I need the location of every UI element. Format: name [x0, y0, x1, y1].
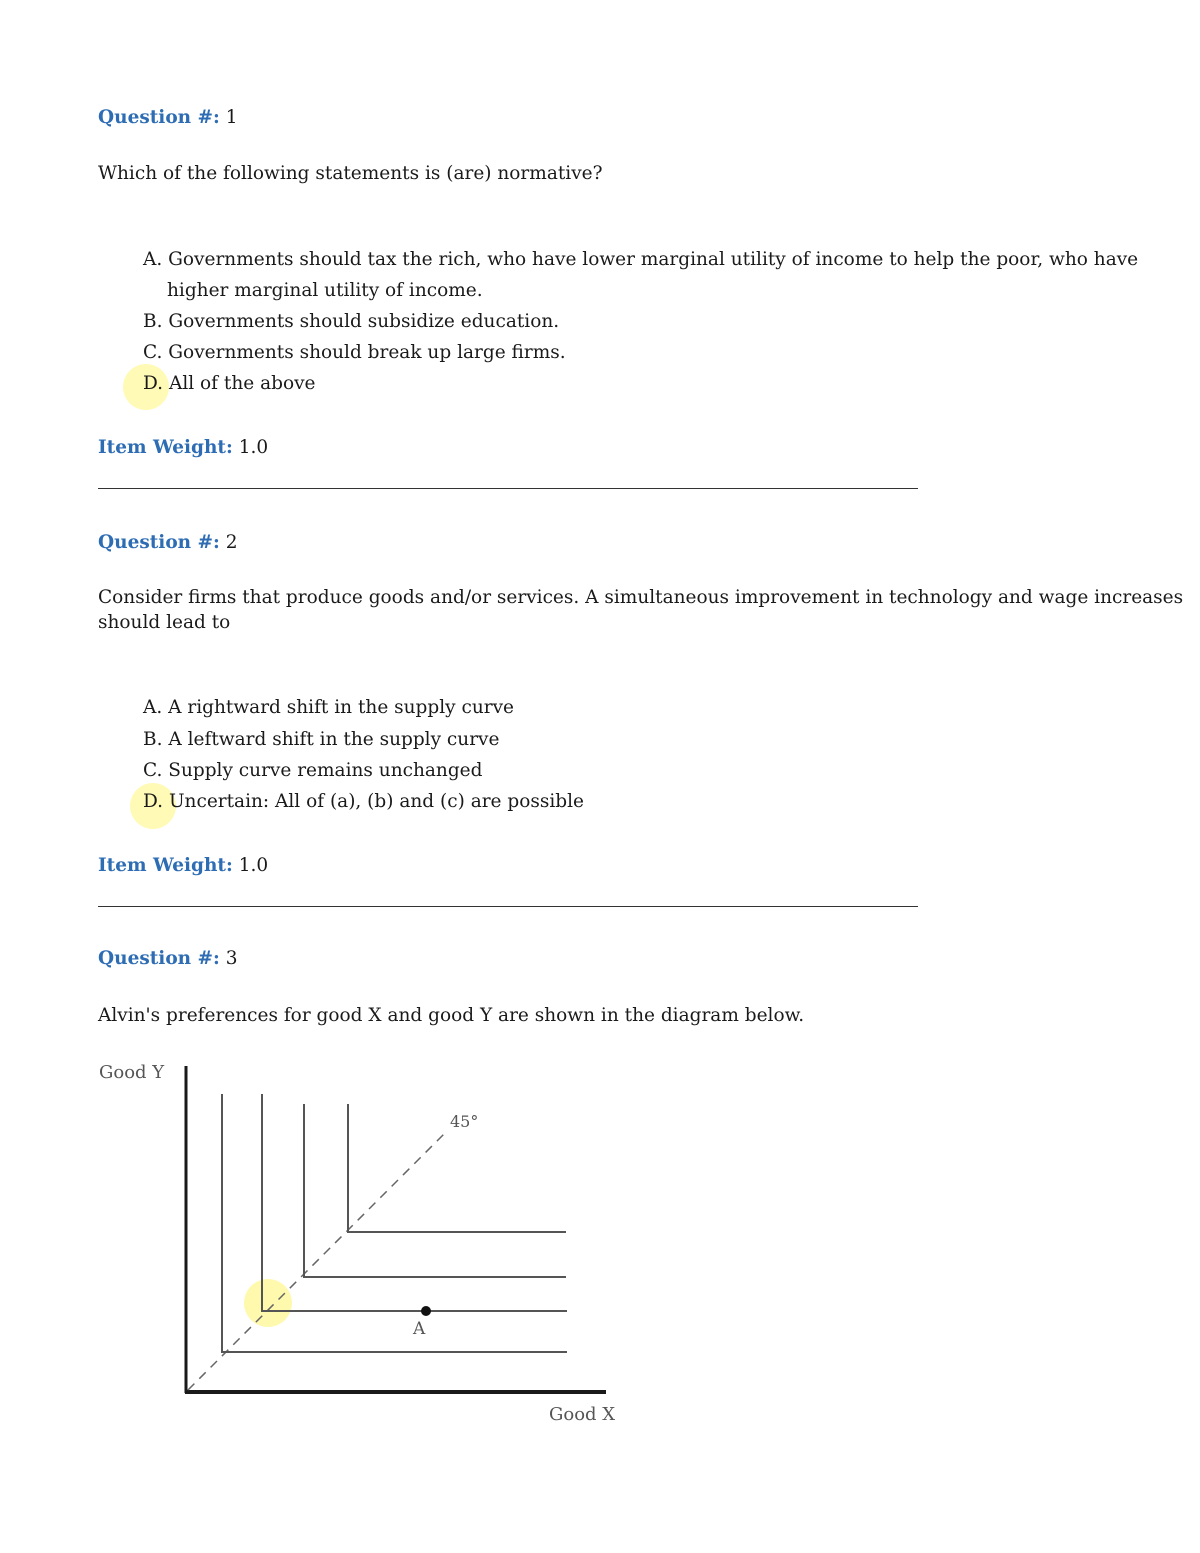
option-letter: A.	[143, 249, 163, 270]
question-label: Question #:	[98, 948, 220, 969]
option-text: A leftward shift in the supply curve	[168, 729, 500, 750]
answer-highlight-marker	[244, 1279, 292, 1327]
weight-label: Item Weight:	[98, 855, 233, 876]
x-axis-label: Good X	[549, 1404, 616, 1425]
question-number: 2	[225, 532, 238, 553]
question-number: 1	[225, 107, 238, 128]
question-label: Question #:	[98, 532, 220, 553]
option-text: Governments should tax the rich, who have lower marginal utility of income to help the poor, who have	[168, 249, 1139, 270]
point-a-marker	[421, 1306, 431, 1316]
y-axis-label: Good Y	[99, 1062, 165, 1083]
option-text: Uncertain: All of (a), (b) and (c) are possible	[168, 791, 584, 812]
point-a-label: A	[413, 1319, 426, 1339]
indifference-curve	[304, 1104, 566, 1277]
q1-option-a-continued: higher marginal utility of income.	[167, 280, 483, 301]
option-letter: D.	[143, 791, 164, 812]
option-text: A rightward shift in the supply curve	[168, 697, 515, 718]
option-text: Supply curve remains unchanged	[168, 760, 483, 781]
option-letter: D.	[143, 373, 164, 394]
angle-label: 45°	[450, 1112, 479, 1131]
question-label: Question #:	[98, 107, 220, 128]
question-2-prompt-line2: should lead to	[98, 612, 231, 633]
question-3-prompt: Alvin's preferences for good X and good Y are shown in the diagram below.	[98, 1005, 805, 1026]
weight-label: Item Weight:	[98, 437, 233, 458]
option-text: Governments should subsidize education.	[168, 311, 560, 332]
option-letter: B.	[143, 729, 163, 750]
option-text: All of the above	[168, 373, 316, 394]
weight-value: 1.0	[238, 437, 269, 458]
option-text: Governments should break up large firms.	[168, 342, 566, 363]
indifference-curve	[262, 1094, 567, 1311]
option-letter: A.	[143, 697, 163, 718]
option-letter: C.	[143, 760, 163, 781]
option-letter: B.	[143, 311, 163, 332]
question-2-prompt-line1: Consider firms that produce goods and/or services. A simultaneous improvement in technology and wage increases	[98, 587, 1184, 608]
weight-value: 1.0	[238, 855, 269, 876]
question-number: 3	[225, 948, 238, 969]
question-1-prompt: Which of the following statements is (are) normative?	[98, 163, 603, 184]
option-letter: C.	[143, 342, 163, 363]
